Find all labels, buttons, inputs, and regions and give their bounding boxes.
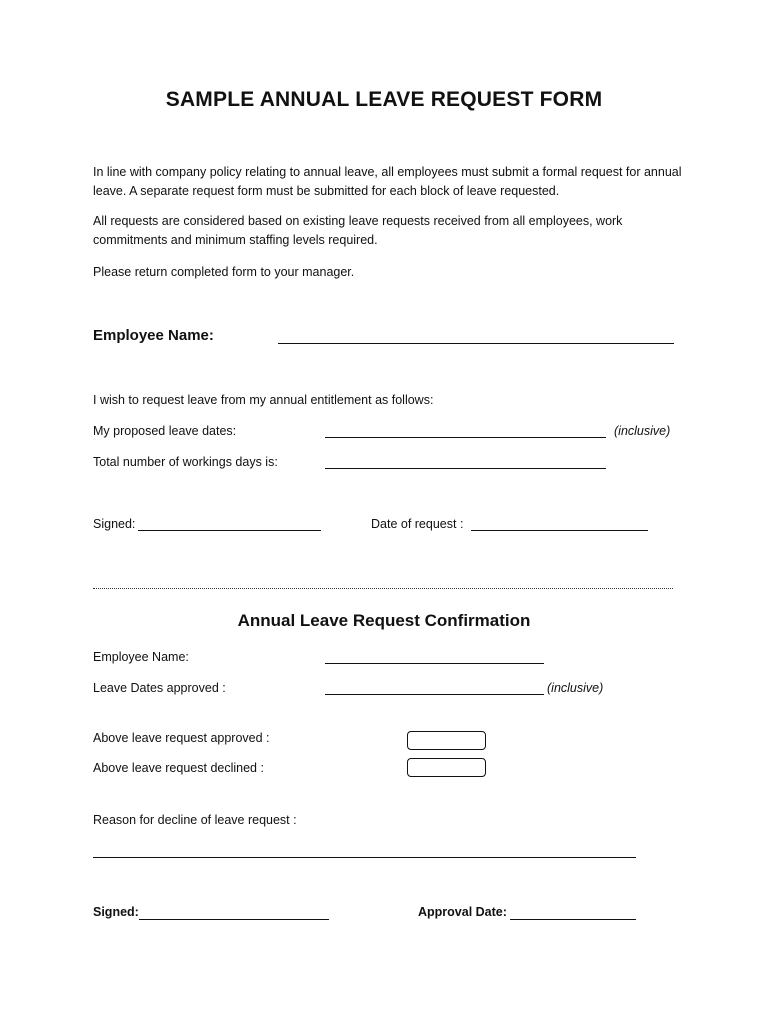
approval-date-field[interactable] bbox=[510, 919, 636, 920]
leave-dates-approved-field[interactable] bbox=[325, 694, 544, 695]
request-approved-label: Above leave request approved : bbox=[93, 731, 270, 745]
confirmation-heading: Annual Leave Request Confirmation bbox=[237, 611, 531, 630]
employee-name-field[interactable] bbox=[278, 343, 674, 344]
manager-signature-field[interactable] bbox=[139, 919, 329, 920]
proposed-leave-dates-label: My proposed leave dates: bbox=[93, 424, 237, 438]
proposed-leave-dates-field[interactable] bbox=[325, 437, 606, 438]
approval-date-label: Approval Date: bbox=[418, 905, 507, 919]
leave-dates-approved-label: Leave Dates approved : bbox=[93, 681, 226, 695]
date-of-request-label: Date of request : bbox=[371, 517, 464, 531]
page-title: SAMPLE ANNUAL LEAVE REQUEST FORM bbox=[165, 88, 603, 111]
section-divider bbox=[93, 588, 673, 589]
request-intro-text: I wish to request leave from my annual entitlement as follows: bbox=[93, 393, 434, 407]
request-approved-checkbox[interactable] bbox=[407, 731, 486, 750]
intro-paragraph-policy: In line with company policy relating to annual leave, all employees must submit a formal request for annual leave. A separate request form must be submitted for each block of leave requested. bbox=[93, 165, 682, 198]
employee-name-label: Employee Name: bbox=[93, 327, 214, 344]
decline-reason-field[interactable] bbox=[93, 857, 636, 858]
total-working-days-field[interactable] bbox=[325, 468, 606, 469]
intro-paragraph-considerations: All requests are considered based on existing leave requests received from all employees, work commitments and minimum staffing levels required. bbox=[93, 214, 623, 247]
request-declined-checkbox[interactable] bbox=[407, 758, 486, 777]
approved-dates-inclusive-note: (inclusive) bbox=[547, 681, 604, 695]
request-declined-label: Above leave request declined : bbox=[93, 761, 264, 775]
manager-signed-label: Signed: bbox=[93, 905, 139, 919]
total-working-days-label: Total number of workings days is: bbox=[93, 455, 278, 469]
intro-paragraph-return: Please return completed form to your manager. bbox=[93, 265, 355, 279]
confirmation-employee-name-label: Employee Name: bbox=[93, 650, 189, 664]
confirmation-employee-name-field[interactable] bbox=[325, 663, 544, 664]
proposed-dates-inclusive-note: (inclusive) bbox=[614, 424, 671, 438]
date-of-request-field[interactable] bbox=[471, 530, 648, 531]
employee-signature-field[interactable] bbox=[138, 530, 321, 531]
decline-reason-label: Reason for decline of leave request : bbox=[93, 813, 297, 827]
employee-signed-label: Signed: bbox=[93, 517, 136, 531]
